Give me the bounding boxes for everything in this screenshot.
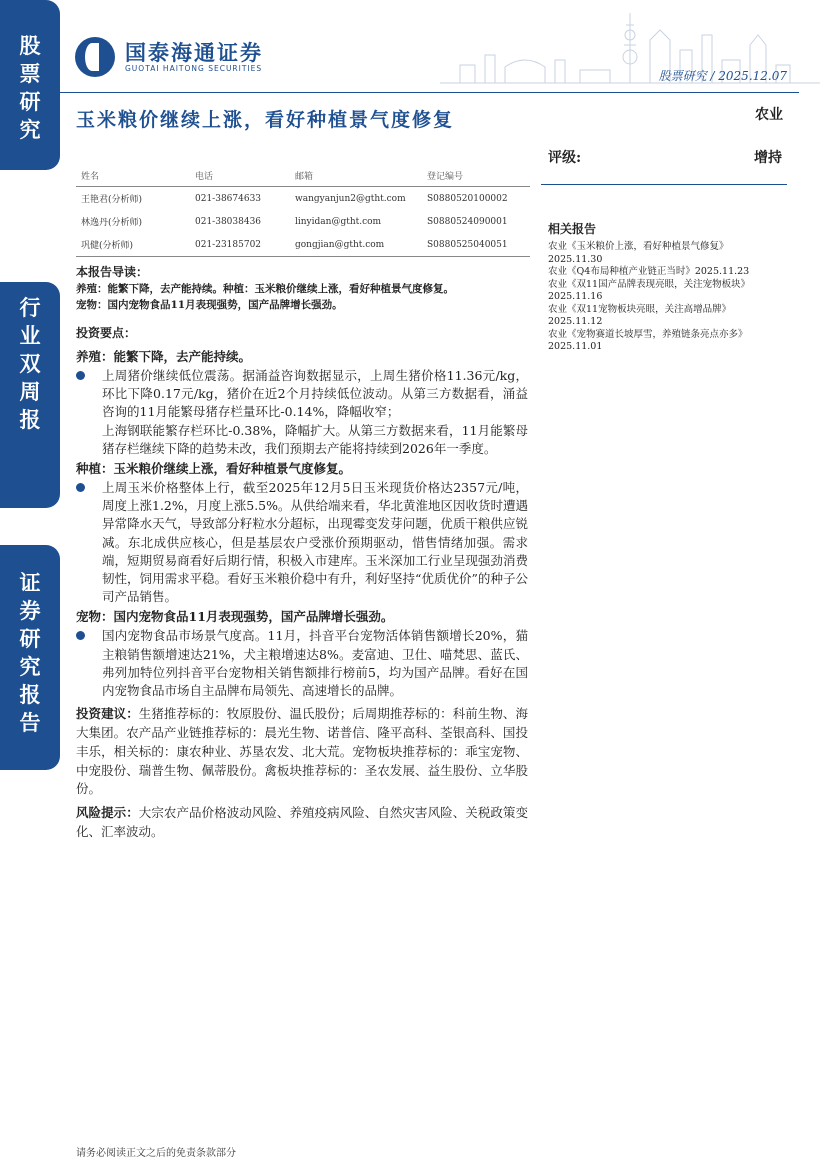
table-header-row — [76, 164, 530, 187]
related-report-date: 2025.11.01 — [548, 341, 603, 352]
table-row — [76, 233, 530, 257]
analyst-reg-no: S0880524090001 — [427, 216, 508, 227]
sidebar-char: 报 — [19, 407, 41, 432]
analyst-reg-no: S0880525040051 — [426, 233, 530, 257]
related-report-link[interactable]: 农业《双11国产品牌表现亮眼，关注宠物板块》 — [548, 278, 751, 290]
related-reports-heading: 相关报告 — [548, 222, 597, 236]
analyst-phone: 021-38038436 — [195, 216, 262, 227]
sidebar-tag-securities-report — [0, 545, 60, 770]
sidebar-char: 行 — [19, 295, 41, 320]
advice-text: 生猪推荐标的：牧原股份、温氏股份；后周期推荐标的：科前生物、海大集团。农产品产业链推荐标的：晨光生物、诺普信、隆平高科、荃银高科、国投丰乐，相关标的：康农种业、苏垦农发、北大荒。宠物板块推荐标的：乖宝宠物、中宠股份、瑞普生物、佩蒂股份。禽板块推荐标的：圣农发展、益生股份、立华股份。 — [76, 706, 528, 797]
related-reports — [548, 220, 788, 354]
sidebar-char: 研 — [19, 89, 41, 114]
header-divider — [60, 92, 799, 93]
related-report-link[interactable]: 农业《玉米粮价上涨，看好种植景气修复》 — [548, 241, 729, 252]
sidebar-char: 周 — [19, 379, 41, 404]
related-report-link[interactable]: 农业《双11宠物板块亮眼，关注高增品牌》 — [548, 303, 732, 315]
sidebar-tag-biweekly — [0, 282, 60, 508]
rating-divider — [541, 184, 787, 185]
paragraph — [76, 367, 528, 422]
bullet-icon — [76, 371, 85, 380]
analyst-email[interactable]: gongjian@gtht.com — [294, 233, 426, 257]
analyst-email[interactable]: wangyanjun2@gtht.com — [295, 193, 406, 204]
analyst-table — [76, 164, 530, 257]
rating-row — [548, 147, 782, 167]
column-header: 登记编号 — [426, 164, 530, 187]
analyst-name: 王艳君(分析师) — [81, 195, 143, 205]
paragraph-text: 上海钢联能繁存栏环比-0.38%，降幅扩大。从第三方数据来看，11月能繁母猪存栏继续下降的趋势未改，我们预期去产能将持续到2026年一季度。 — [102, 422, 528, 456]
sidebar-char: 究 — [19, 117, 41, 142]
column-header: 邮箱 — [294, 164, 426, 187]
sidebar-char: 股 — [19, 33, 41, 58]
main-content — [76, 264, 528, 842]
sidebar-char: 报 — [19, 682, 41, 707]
advice-label: 投资建议： — [76, 706, 139, 722]
report-title: 玉米粮价继续上涨，看好种植景气度修复 — [76, 109, 455, 131]
paragraph-text: 上周玉米价格整体上行，截至2025年12月5日玉米现货价格达2357元/吨，周度上涨1.2%，月度上涨5.5%。从供给端来看，华北黄淮地区因收货时遭遇异常降水天气，导致部分籽粒水分超标，出现霉变发芽问题，优质干粮供应锐减。东北成供应核心，但是基层农户受涨价预期驱动，惜售情绪加强。需求端，短期贸易商看好后期行情，积极入市建库。玉米深加工行业呈现强劲消费韧性，饲用需求平稳。看好玉米粮价稳中有升，利好坚持“优质优价”的种子公司产品销售。 — [102, 480, 529, 605]
rating-label: 评级: — [548, 150, 582, 166]
paragraph-text: 上周猪价继续低位震荡。据涌益咨询数据显示，上周生猪价格11.36元/kg，环比下降0.17元/kg，猪价在近2个月持续低位波动。从第三方数据看，涌益咨询的11月能繁母猪存栏量环比-0.14%，降幅收窄； — [102, 368, 528, 420]
company-logo — [75, 37, 263, 77]
sidebar-char: 票 — [19, 61, 41, 86]
related-report-link[interactable]: 农业《宠物赛道长坡厚雪，养殖链条亮点亦多》 — [548, 328, 748, 340]
investment-advice — [76, 705, 528, 799]
paragraph-text: 国内宠物食品市场景气度高。11月，抖音平台宠物活体销售额增长20%，猫主粮销售额增速达21%，犬主粮增速达8%。麦富迪、卫仕、喵梵思、蓝氏、弗列加特位列抖音平台宠物相关销售额排行榜前5，均为国产品牌。看好在国内宠物食品市场自主品牌布局领先、高速增长的品牌。 — [102, 628, 528, 699]
analyst-name: 林逸丹(分析师) — [81, 218, 143, 228]
guide-heading: 本报告导读： — [76, 265, 149, 279]
section-title-breeding: 养殖：能繁下降，去产能持续。 — [76, 349, 252, 364]
related-report-date: 2025.11.30 — [548, 253, 603, 265]
related-report-link[interactable]: 农业《Q4布局种植产业链正当时》2025.11.23 — [548, 266, 750, 277]
analyst-phone: 021-38674633 — [195, 193, 262, 204]
bullet-icon — [76, 631, 85, 640]
bullet-icon — [76, 483, 85, 492]
sidebar-char: 证 — [19, 570, 41, 595]
table-row — [76, 210, 530, 233]
risk-warning — [76, 804, 528, 842]
risk-label: 风险提示： — [76, 805, 139, 821]
sidebar-char: 双 — [19, 351, 41, 376]
logo-mark-icon — [75, 37, 115, 77]
sidebar-char: 告 — [19, 710, 41, 735]
paragraph — [76, 627, 528, 700]
analyst-name: 巩健(分析师) — [76, 233, 194, 257]
analyst-email[interactable]: linyidan@gtht.com — [295, 216, 382, 227]
analyst-phone: 021-23185702 — [194, 233, 294, 257]
sidebar-tag-stock-research — [0, 0, 60, 170]
guide-line: 养殖：能繁下降，去产能持续。种植：玉米粮价继续上涨，看好种植景气度修复。 — [76, 283, 454, 295]
section-title-pet: 宠物：国内宠物食品11月表现强势，国产品牌增长强劲。 — [76, 609, 394, 625]
industry-label: 农业 — [755, 107, 783, 123]
paragraph — [76, 479, 528, 606]
rating-value: 增持 — [754, 150, 782, 166]
column-header: 电话 — [194, 164, 294, 187]
risk-text: 大宗农产品价格波动风险、养殖疫病风险、自然灾害风险、关税政策变化、汇率波动。 — [76, 805, 528, 840]
sidebar-char: 业 — [19, 323, 41, 348]
table-row — [76, 187, 530, 211]
report-type-date: 股票研究 / 2025.12.07 — [658, 69, 787, 83]
sidebar-char: 究 — [19, 654, 41, 679]
points-heading: 投资要点： — [76, 326, 137, 340]
sidebar-char: 研 — [19, 626, 41, 651]
sidebar-char: 券 — [19, 598, 41, 623]
related-report-date: 2025.11.16 — [548, 291, 603, 302]
related-report-date: 2025.11.12 — [548, 316, 603, 327]
section-title-planting: 种植：玉米粮价继续上涨，看好种植景气度修复。 — [76, 461, 352, 477]
disclaimer-footer: 请务必阅读正文之后的免责条款部分 — [76, 1148, 236, 1159]
logo-name-cn: 国泰海通证券 — [125, 40, 263, 65]
paragraph — [76, 422, 528, 458]
column-header: 姓名 — [76, 164, 194, 187]
logo-name-en: GUOTAI HAITONG SECURITIES — [125, 63, 263, 73]
analyst-reg-no: S0880520100002 — [427, 193, 508, 204]
guide-line: 宠物：国内宠物食品11月表现强势，国产品牌增长强劲。 — [76, 299, 343, 311]
